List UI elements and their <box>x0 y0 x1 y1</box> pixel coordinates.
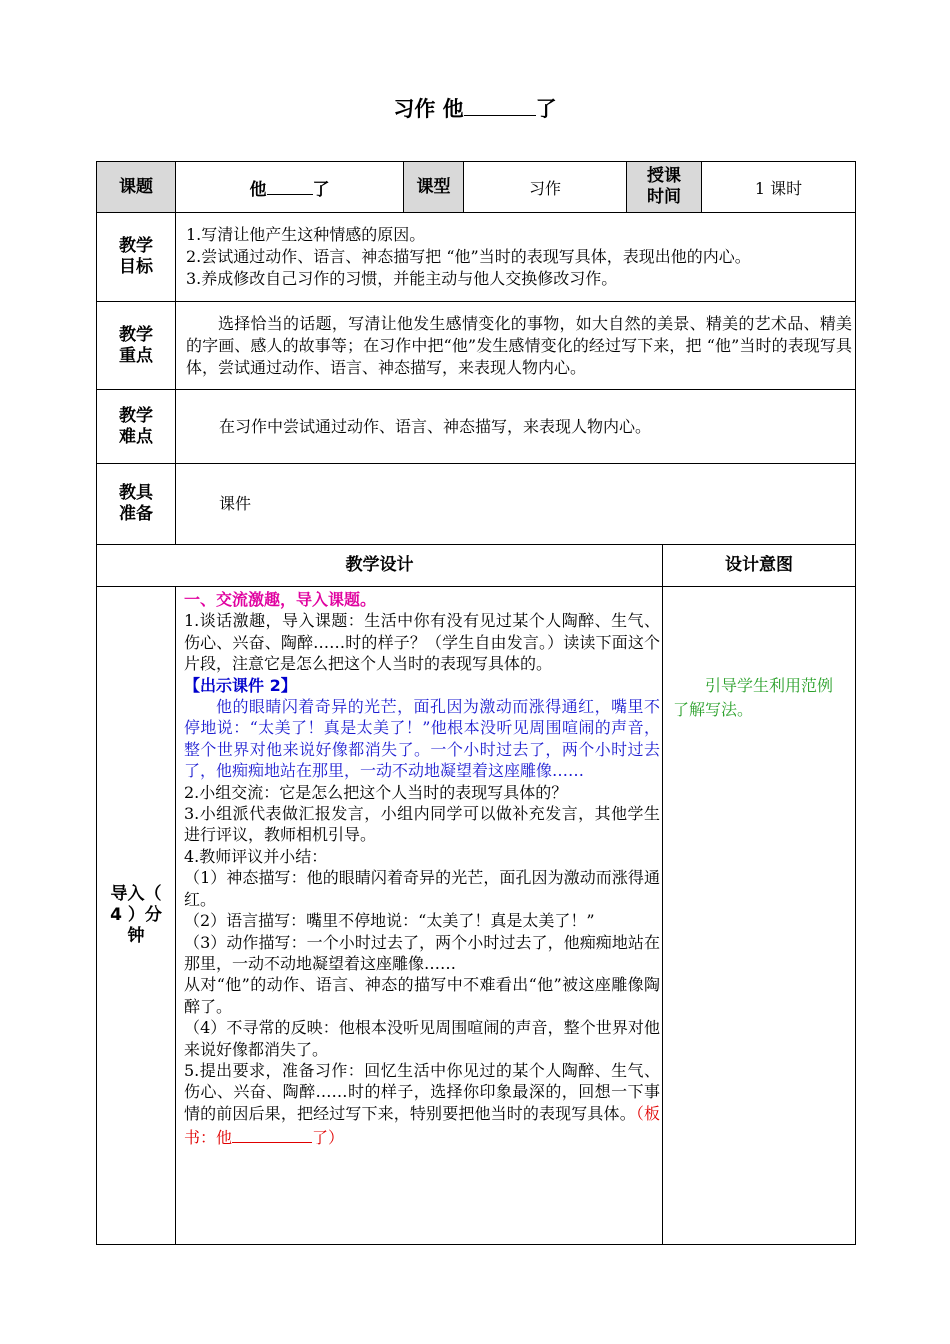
intent-text: 引导学生利用范例了解写法。 <box>673 676 834 719</box>
board-blank <box>232 1124 312 1143</box>
goal-item: 3.养成修改自己习作的习惯，并能主动与他人交换修改习作。 <box>186 269 618 288</box>
intro-label <box>97 587 176 1245</box>
step-2: 2.小组交流：它是怎么把这个人当时的表现写具体的？ <box>184 782 568 802</box>
point-1: （1）神态描写：他的眼睛闪着奇异的光芒，面孔因为激动而涨得通红。 <box>184 868 660 909</box>
tools-content <box>176 464 856 545</box>
lesson-info-table <box>96 161 856 545</box>
section-title: 一、交流激趣，导入课题。 <box>184 590 377 609</box>
step-4: 4.教师评议并小结： <box>184 846 328 866</box>
topic-suffix: 了 <box>312 179 330 200</box>
lesson-design-table <box>96 544 856 1245</box>
document-title <box>0 93 950 123</box>
tools-text: 课件 <box>219 494 252 513</box>
step-1: 1.谈话激趣，导入课题：生活中你有没有见过某个人陶醉、生气、伤心、兴奋、陶醉……时的样子？（学生自由发言。）读读下面这个片段，注意它是怎么把这个人当时的表现写具体的。 <box>184 611 660 674</box>
tools-label-text: 教具准备 <box>119 483 153 524</box>
key-points-content: 选择恰当的话题，写清让他发生感情变化的事物，如大自然的美景、精美的艺术品、精美的字画、感人的故事等；在习作中把“他”发生感情变化的经过写下来，把 “他”当时的表现写具体，尝试通过动作、语言、神态描写，来表现人物内心。 <box>176 302 856 390</box>
topic-blank <box>267 176 313 195</box>
goals-content <box>176 213 856 302</box>
goals-label-text: 教学目标 <box>119 236 153 277</box>
topic-value <box>176 162 404 213</box>
topic-prefix: 他 <box>249 179 267 200</box>
intro-label-text: 导入（ 4 ）分钟 <box>110 884 162 946</box>
time-value: 1 课时 <box>702 162 856 213</box>
title-suffix: 了 <box>535 97 557 121</box>
intro-content <box>176 587 663 1245</box>
board-suffix: 了） <box>312 1128 345 1148</box>
goal-item: 2.尝试通过动作、语言、神态描写把 “他”当时的表现写具体，表现出他的内心。 <box>186 247 751 266</box>
intro-intent <box>663 587 856 1245</box>
topic-label: 课题 <box>97 162 176 213</box>
point-4: （4）不寻常的反映：他根本没听见周围喧闹的声音，整个世界对他来说好像都消失了。 <box>184 1018 660 1059</box>
title-prefix: 习作 他 <box>393 97 464 121</box>
type-value: 习作 <box>464 162 627 213</box>
goals-label <box>97 213 176 302</box>
summary: 从对“他”的动作、语言、神态的描写中不难看出“他”被这座雕像陶醉了。 <box>184 975 660 1016</box>
point-2: （2）语言描写：嘴里不停地说：“太美了！真是太美了！” <box>184 911 595 931</box>
key-points-label <box>97 302 176 390</box>
step-5-text: 5.提出要求，准备习作：回忆生活中你见过的某个人陶醉、生气、伤心、兴奋、陶醉……时的样子，选择你印象最深的，回想一下事情的前因后果，把经过写下来，特别要把他当时的表现写具体。 <box>184 1060 660 1123</box>
time-label-text: 授课时间 <box>647 166 681 207</box>
time-label <box>627 162 702 213</box>
difficulties-label-text: 教学难点 <box>119 405 153 447</box>
tools-label <box>97 464 176 545</box>
title-blank <box>464 97 536 116</box>
excerpt: 他的眼睛闪着奇异的光芒，面孔因为激动而涨得通红，嘴里不停地说：“太美了！真是太美了！”他根本没听见周围喧闹的声音，整个世界对他来说好像都消失了。一个小时过去了，两个小时过去了，他痴痴地站在那里，一动不动地凝望着这座雕像…… <box>184 697 660 781</box>
goal-1: 1.写清让他产生这种情感的原因。 <box>186 225 426 244</box>
difficulties-label <box>97 390 176 464</box>
design-header: 教学设计 <box>97 545 663 587</box>
courseware-label: 【出示课件 2】 <box>184 675 297 695</box>
step-5 <box>184 1060 660 1149</box>
goal-item <box>186 224 852 246</box>
point-3: （3）动作描写：一个小时过去了，两个小时过去了，他痴痴地站在那里，一动不动地凝望着这座雕像…… <box>184 932 660 973</box>
difficulties-content <box>176 390 856 464</box>
board-prefix: （板书：他 <box>184 1103 660 1148</box>
type-label: 课型 <box>404 162 464 213</box>
intent-header: 设计意图 <box>663 545 856 587</box>
key-points-label-text: 教学重点 <box>119 324 153 366</box>
step-3: 3.小组派代表做汇报发言，小组内同学可以做补充发言，其他学生进行评议，教师相机引导。 <box>184 804 660 845</box>
difficulties-text: 在习作中尝试通过动作、语言、神态描写，来表现人物内心。 <box>219 416 652 436</box>
